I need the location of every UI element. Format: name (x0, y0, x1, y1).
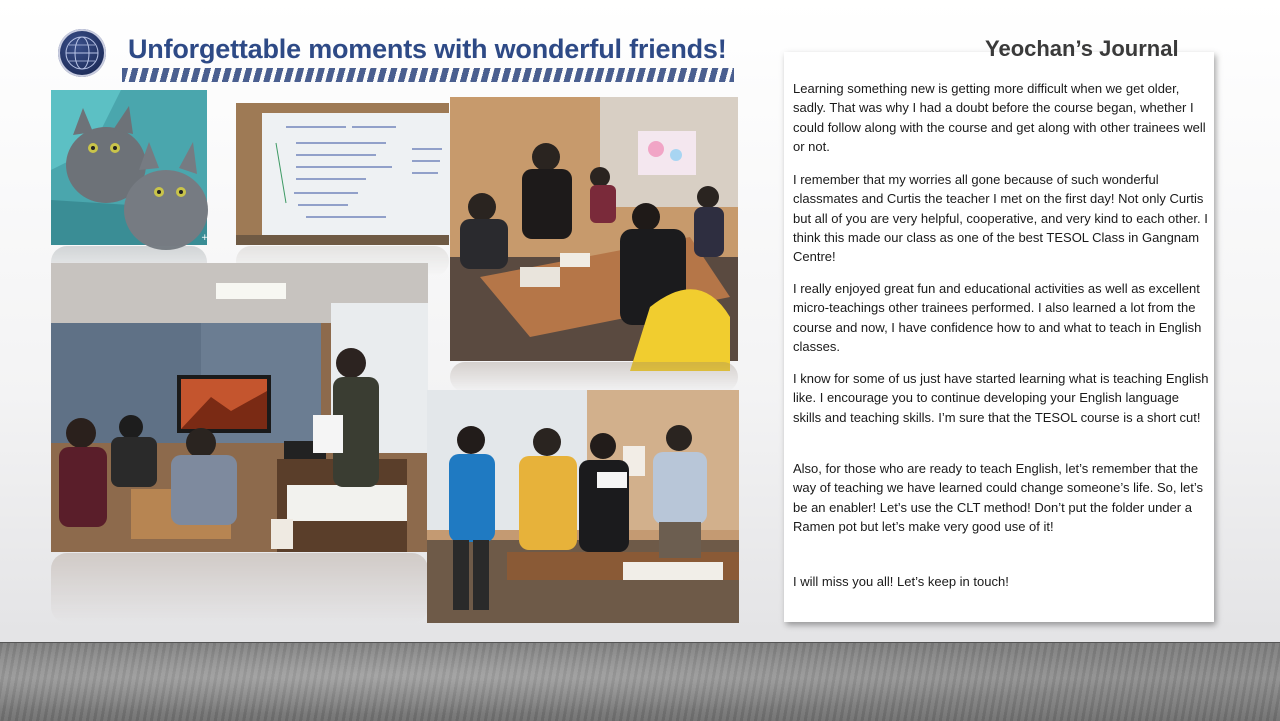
slide-title: Unforgettable moments with wonderful friends! (128, 34, 727, 64)
photo-classroom-teacher-reflection (51, 553, 428, 623)
floor-background (0, 642, 1280, 721)
journal-paragraph-3: I really enjoyed great fun and educational activities as well as excellent micro-teachings other trainees performed. I also learned a lot from the course and now, I have confidence how to and what to teach in English classes. (793, 281, 1202, 354)
svg-text:+: + (201, 233, 209, 243)
photo-classroom-teacher (51, 263, 428, 552)
journal-title: Yeochan’s Journal (985, 36, 1179, 61)
globe-icon (64, 35, 100, 71)
journal-paragraph-5: Also, for those who are ready to teach English, let’s remember that the way of teaching we have learned could change someone’s life. So, let’s be an enabler! Let’s use the CLT method! Don’t put the folder under a Ramen pot but let’s make very good use of it! (793, 461, 1204, 534)
journal-paragraph-1: Learning something new is getting more difficult when we get older, sadly. That was why I had a doubt before the course began, whether I could follow along with the course and get along with other trainees well or not. (793, 81, 1206, 154)
photo-micro-teaching (427, 390, 739, 623)
photo-cats (51, 90, 207, 245)
photo-whiteboard (236, 103, 449, 245)
journal-paragraph-2: I remember that my worries all gone because of such wonderful classmates and Curtis the teacher I met on the first day! Not only Curtis but all of you are very helpful, cooperative, and very kind to each other. I think this made our class as one of the best TESOL Class in Gangnam Centre! (793, 172, 1208, 265)
title-underline-stripes (122, 68, 734, 82)
photo-group-table (450, 97, 738, 361)
logo (58, 29, 106, 77)
photo-group-table-reflection (450, 362, 738, 392)
journal-paragraph-4: I know for some of us just have started learning what is teaching English like. I encourage you to continue developing your English language skills and teaching skills. I’m sure that the TESOL course is a short cut! (793, 371, 1209, 425)
journal-paragraph-6: I will miss you all! Let’s keep in touch! (793, 574, 1009, 589)
